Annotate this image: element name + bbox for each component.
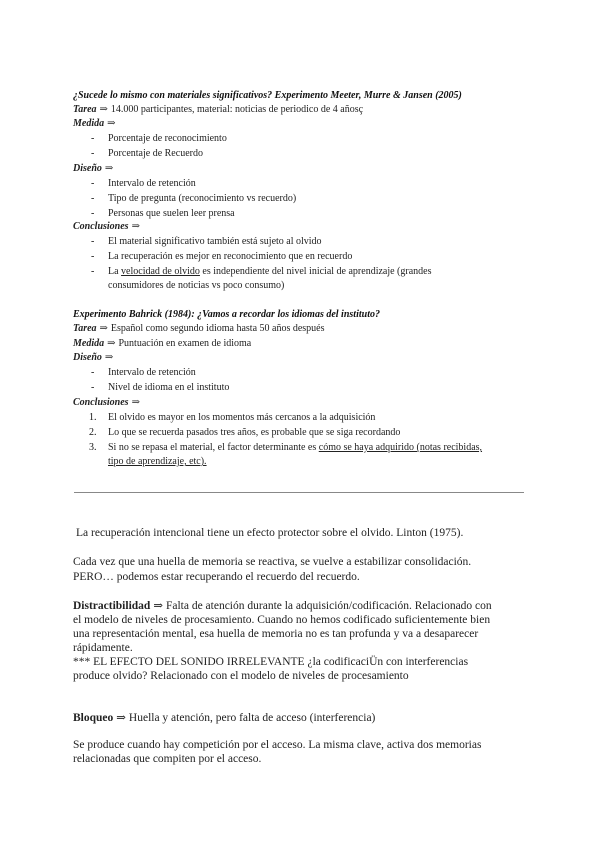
underlined-phrase: tipo de aprendizaje, etc). [108,456,207,467]
list-item: La recuperación es mejor en reconocimiento que en recuerdo [108,251,353,262]
list-item: El material significativo también está sujeto al olvido [108,236,322,247]
list-item: Personas que suelen leer prensa [108,208,235,219]
section1-medida [73,117,119,131]
note-paragraph: PERO… podemos estar recuperando el recuerdo del recuerdo. [73,571,360,583]
section1-diseno [73,162,116,176]
list-item: Intervalo de retención [108,178,196,189]
conclusiones-label: Conclusiones [73,397,129,408]
bloqueo-label: Bloqueo [73,712,114,724]
list-item-continuation [108,455,207,469]
dash-bullet: - [91,208,95,219]
underlined-phrase: cómo se haya adquirido (notas recibidas, [318,442,483,453]
paragraph-line: el modelo de niveles de procesamiento. Cuando no hemos codificado suficientemente bien [73,614,491,626]
dash-bullet: - [91,367,95,378]
list-item: Nivel de idioma en el instituto [108,382,230,393]
arrow-icon: ⇒ [99,323,108,334]
list-item: Porcentaje de reconocimiento [108,133,227,144]
dash-bullet: - [91,236,95,247]
arrow-icon: ⇒ [116,712,126,724]
arrow-icon: ⇒ [107,118,116,129]
conclusion-text-pre: La [108,266,119,277]
section1-tarea [73,103,363,117]
list-item: El olvido es mayor en los momentos más cercanos a la adquisición [108,412,376,423]
underlined-phrase: velocidad de olvido [121,266,200,277]
tarea-text: 14.000 participantes, material: noticias de periodico de 4 añosç [110,104,364,115]
arrow-icon: ⇒ [131,397,140,408]
dash-bullet: - [91,382,95,393]
arrow-icon: ⇒ [104,163,114,174]
list-item-continuation: consumidores de noticias vs poco consumo) [108,280,285,291]
list-item: Lo que se recuerda pasados tres años, es probable que se siga recordando [108,427,401,438]
horizontal-rule [74,492,524,493]
section2-conclusiones [73,396,143,410]
arrow-icon: ⇒ [99,104,108,115]
distractibilidad-label: Distractibilidad [73,600,151,612]
distractibilidad-paragraph [73,599,492,613]
paragraph-line: rápidamente. [73,642,133,654]
bloqueo-paragraph [73,711,375,725]
tarea-text: Español como segundo idioma hasta 50 años después [110,323,325,334]
section2-medida [73,337,251,351]
conclusion-text-post: es independiente del nivel inicial de aprendizaje (grandes [202,266,432,277]
dash-bullet: - [91,193,95,204]
conclusion-text-pre: Si no se repasa el material, el factor determinante es [108,442,317,453]
dash-bullet: - [91,266,95,277]
medida-label: Medida [73,338,105,349]
arrow-icon: ⇒ [107,338,116,349]
section1-title: ¿Sucede lo mismo con materiales significativos? Experimento Meeter, Murre & Jansen (2005) [73,90,462,101]
dash-bullet: - [91,251,95,262]
section1-conclusiones [73,220,143,234]
arrow-icon: ⇒ [104,352,114,363]
list-item [108,441,482,455]
section2-diseno [73,351,116,365]
list-item: Tipo de pregunta (reconocimiento vs recuerdo) [108,193,297,204]
paragraph-line: relacionadas que compiten por el acceso. [73,753,262,765]
section2-title: Experimento Bahrick (1984): ¿Vamos a recordar los idiomas del instituto? [73,309,380,320]
list-number: 3. [89,442,97,453]
arrow-icon: ⇒ [153,600,163,612]
list-number: 2. [89,427,97,438]
paragraph-line: Se produce cuando hay competición por el acceso. La misma clave, activa dos memorias [73,739,482,751]
paragraph-line: *** EL EFECTO DEL SONIDO IRRELEVANTE ¿la codificaciÜn con interferencias [73,656,469,668]
list-number: 1. [89,412,97,423]
note-paragraph: La recuperación intencional tiene un efecto protector sobre el olvido. Linton (1975). [76,527,464,539]
list-item: Intervalo de retención [108,367,196,378]
paragraph-line: una representación mental, esa huella de memoria no es tan profunda y va a desaparecer [73,628,479,640]
medida-text: Puntuación en examen de idioma [118,338,252,349]
diseno-label: Diseño [73,352,102,363]
tarea-label: Tarea [73,104,97,115]
dash-bullet: - [91,178,95,189]
medida-label: Medida [73,118,105,129]
paragraph-line: produce olvido? Relacionado con el modelo de niveles de procesamiento [73,670,409,682]
list-item [108,265,432,279]
paragraph-text: Huella y atención, pero falta de acceso (interferencia) [128,712,376,724]
dash-bullet: - [91,133,95,144]
conclusiones-label: Conclusiones [73,221,129,232]
list-item: Porcentaje de Recuerdo [108,148,203,159]
note-paragraph: Cada vez que una huella de memoria se reactiva, se vuelve a estabilizar consolidación. [73,556,472,568]
diseno-label: Diseño [73,163,102,174]
paragraph-text: Falta de atención durante la adquisición/codificación. Relacionado con [165,600,492,612]
dash-bullet: - [91,148,95,159]
tarea-label: Tarea [73,323,97,334]
section2-tarea [73,322,325,336]
arrow-icon: ⇒ [131,221,140,232]
